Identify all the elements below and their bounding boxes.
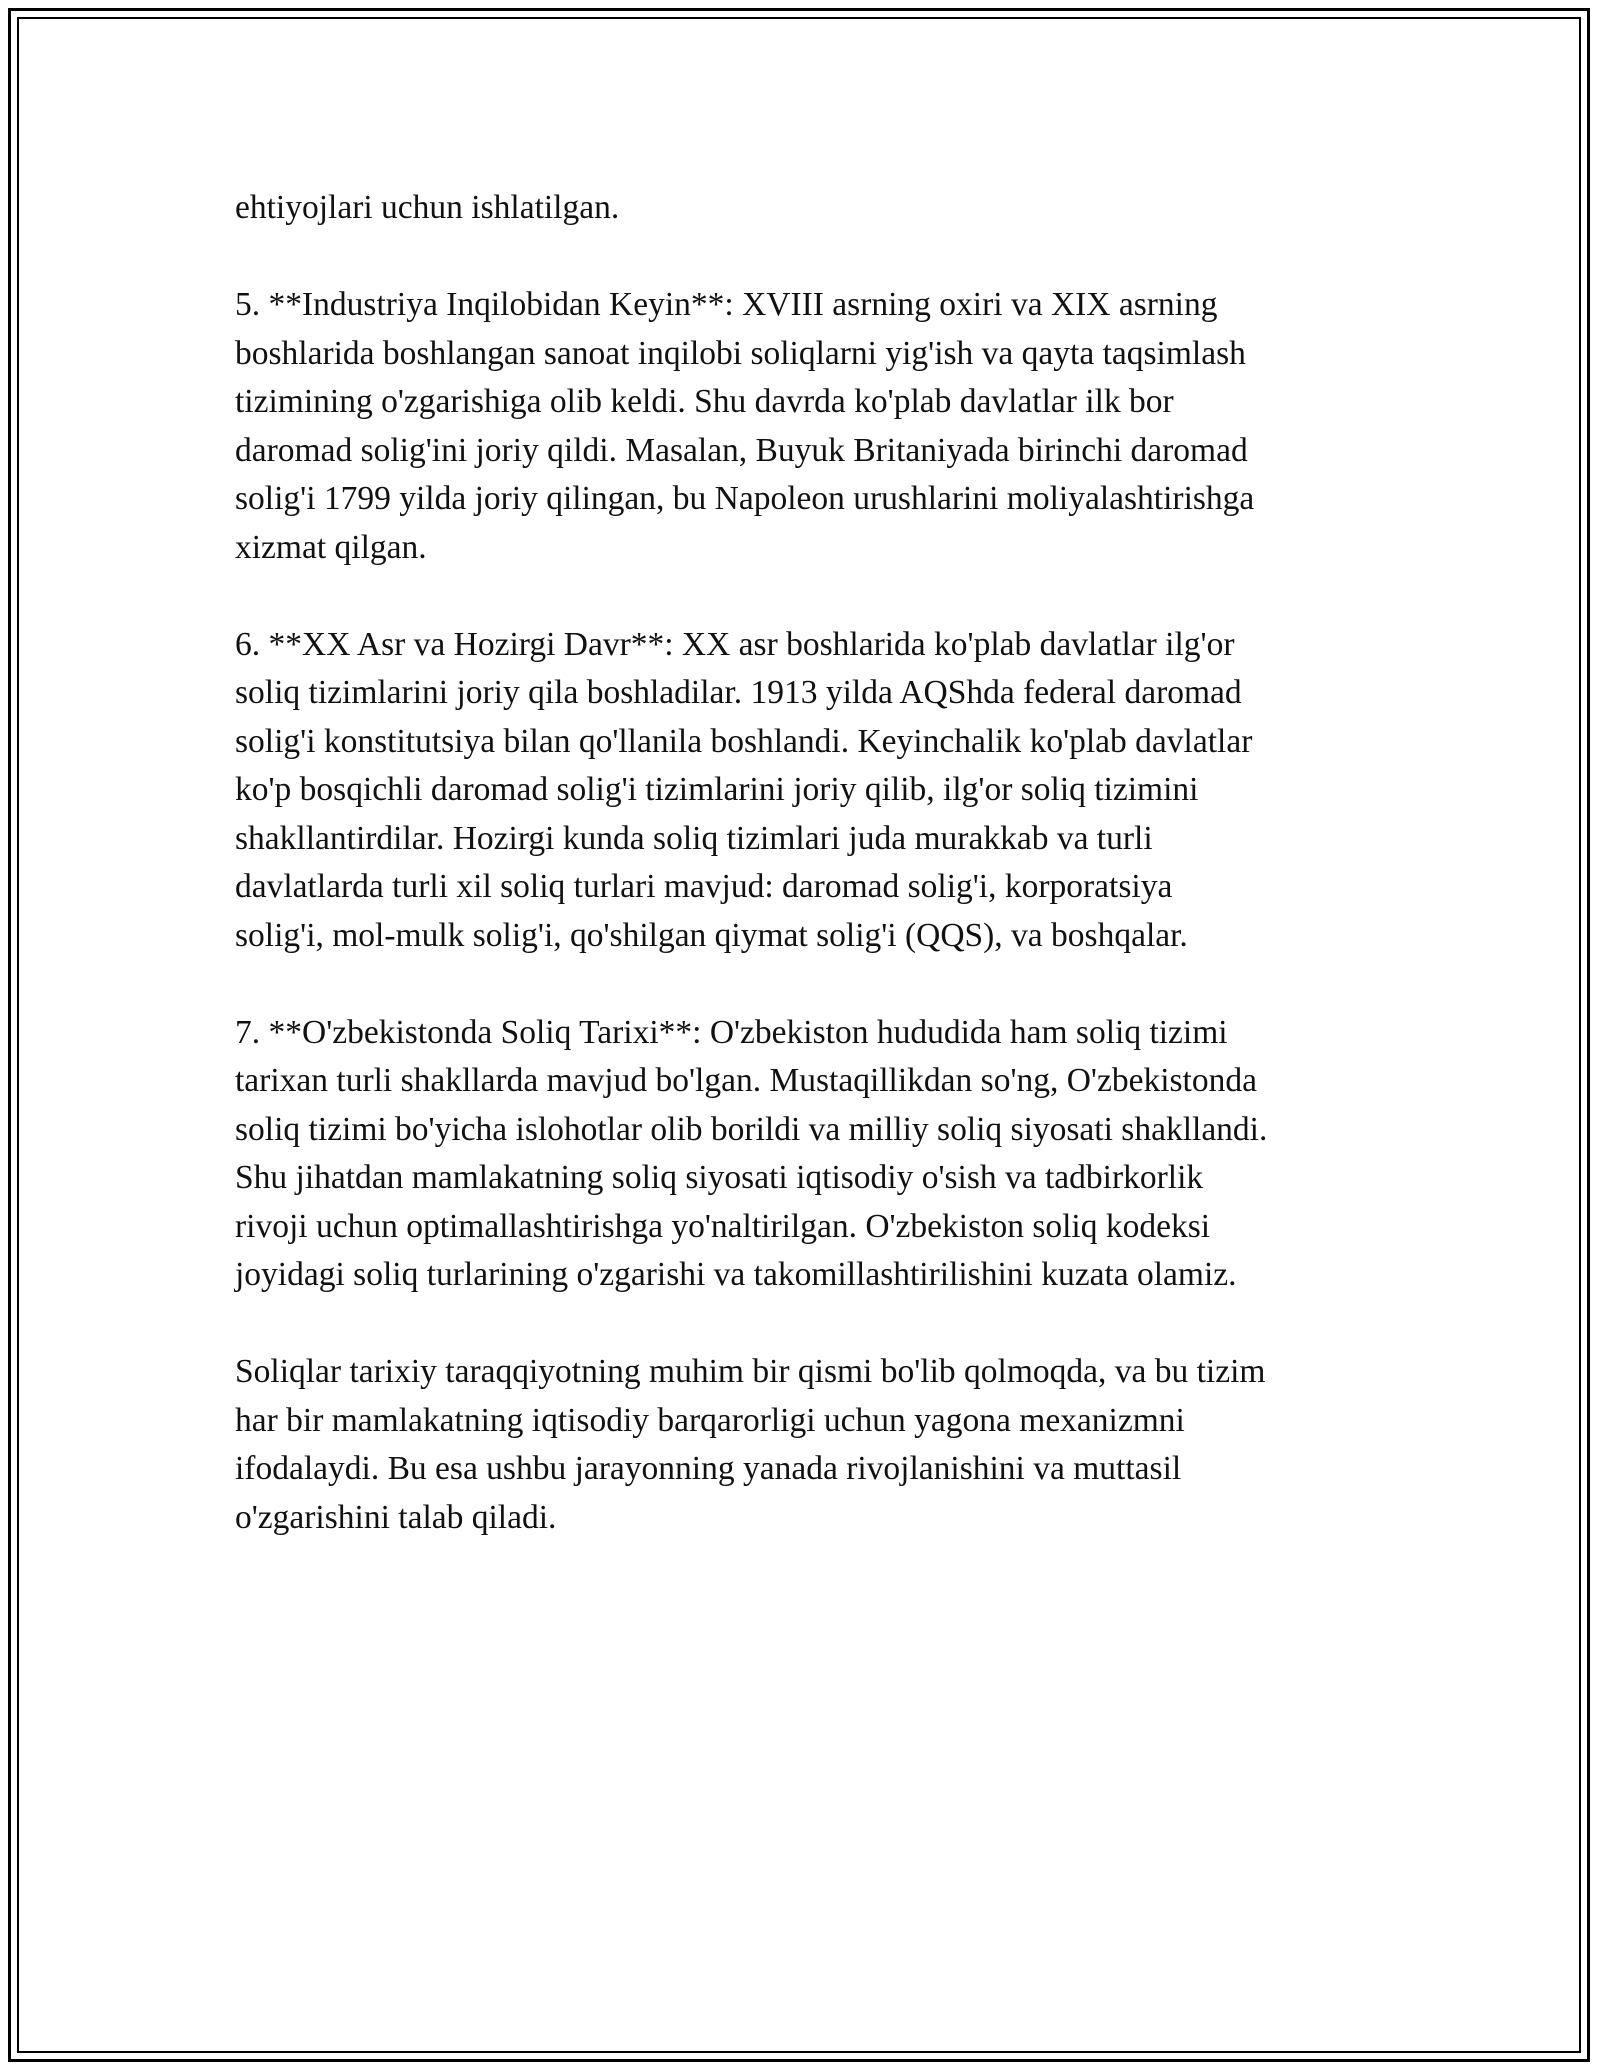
paragraph-continuation: ehtiyojlari uchun ishlatilgan. xyxy=(235,189,620,226)
paragraph-industrial-revolution: 5. **Industriya Inqilobidan Keyin**: XVIII asrning oxiri va XIX asrning boshlarida boshlangan sanoat inqilobi soliqlarni yig'ish va qayta taqsimlash tizimining o'zgarishiga olib keldi. Shu davrda ko'plab davlatlar ilk bor daromad solig'ini joriy qildi. Masalan, Buyuk Britaniyada birinchi daromad solig'i 1799 yilda joriy qilingan, bu Napoleon urushlarini moliyalashtirishga xizmat qilgan. xyxy=(235,286,1255,566)
document-body xyxy=(235,184,1375,1591)
paragraph-conclusion: Soliqlar tarixiy taraqqiyotning muhim bir qismi bo'lib qolmoqda, va bu tizim har bir mamlakatning iqtisodiy barqarorligi uchun yagona mexanizmni ifodalaydi. Bu esa ushbu jarayonning yanada rivojlanishini va muttasil o'zgarishini talab qiladi. xyxy=(235,1353,1266,1536)
paragraph-uzbekistan-tax-history: 7. **O'zbekistonda Soliq Tarixi**: O'zbekiston hududida ham soliq tizimi tarixan turli shakllarda mavjud bo'lgan. Mustaqillikdan so'ng, O'zbekistonda soliq tizimi bo'yicha islohotlar olib borildi va milliy soliq siyosati shakllandi. Shu jihatdan mamlakatning soliq siyosati iqtisodiy o'sish va tadbirkorlik rivoji uchun optimallashtirishga yo'naltirilgan. O'zbekiston soliq kodeksi joyidagi soliq turlarining o'zgarishi va takomillashtirilishini kuzata olamiz. xyxy=(235,1013,1268,1293)
paragraph-20th-century: 6. **XX Asr va Hozirgi Davr**: XX asr boshlarida ko'plab davlatlar ilg'or soliq tizimlarini joriy qila boshladilar. 1913 yilda AQShda federal daromad solig'i konstitutsiya bilan qo'llanila boshlandi. Keyinchalik ko'plab davlatlar ko'p bosqichli daromad solig'i tizimlarini joriy qilib, ilg'or soliq tizimini shakllantirdilar. Hozirgi kunda soliq tizimlari juda murakkab va turli davlatlarda turli xil soliq turlari mavjud: daromad solig'i, korporatsiya solig'i, mol-mulk solig'i, qo'shilgan qiymat solig'i (QQS), va boshqalar. xyxy=(235,625,1253,954)
